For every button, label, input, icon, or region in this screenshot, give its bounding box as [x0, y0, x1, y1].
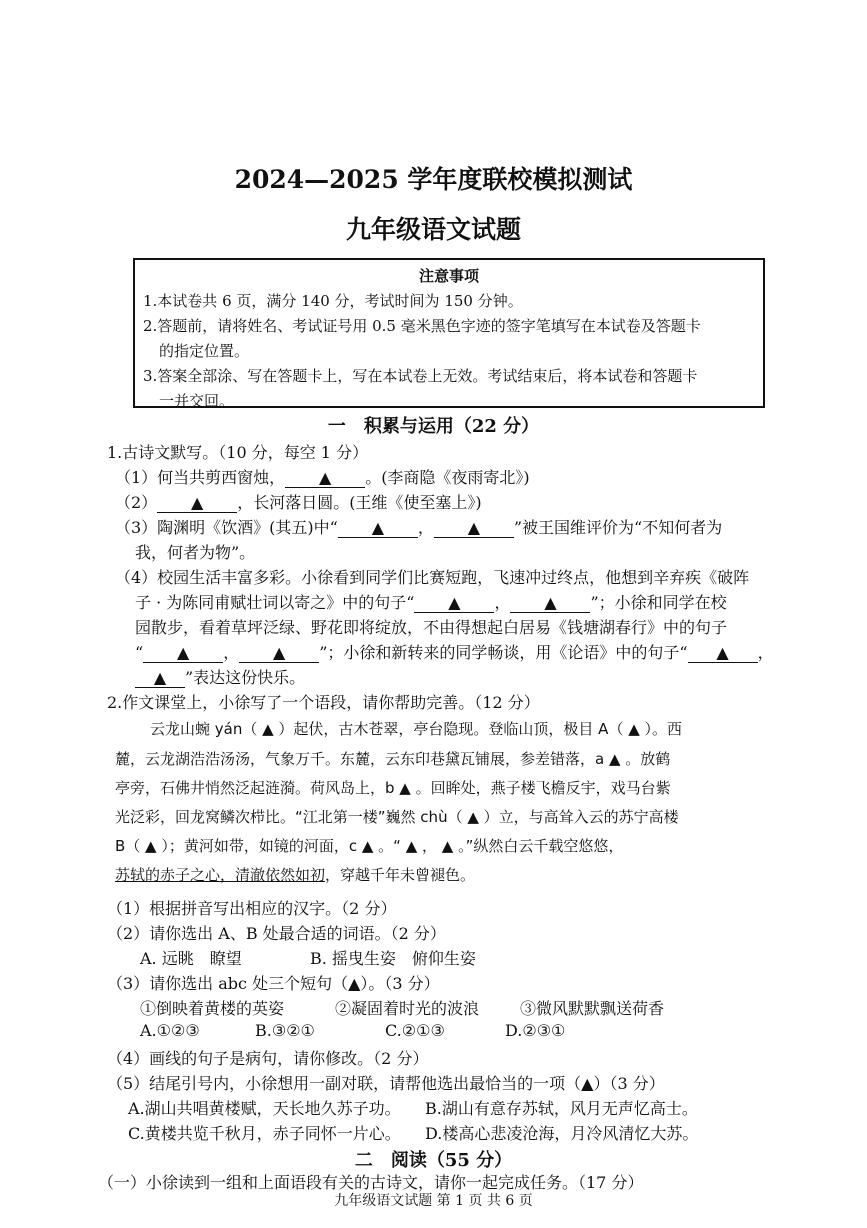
choice-option[interactable]: D.②③①: [505, 1021, 566, 1040]
answer-blank[interactable]: ▲: [510, 594, 590, 613]
choice-option[interactable]: C.黄楼共览千秋月，赤子同怀一片心。: [128, 1124, 401, 1143]
notice-item: 一并交回。: [159, 392, 235, 410]
notice-box: [133, 258, 765, 408]
subquestion: （2）请你选出 A、B 处最合适的词语。（2 分）: [107, 924, 446, 943]
subquestion: （1）根据拼音写出相应的汉字。（2 分）: [107, 899, 397, 918]
choice-option[interactable]: B. 摇曳生姿 俯仰生姿: [310, 949, 476, 968]
question-line: ▲ ”表达这份快乐。: [135, 665, 305, 688]
phrase-option: ③微风默默飘送荷香: [520, 999, 665, 1018]
notice-item: 2.答题前，请将姓名、考试证号用 0.5 毫米黑色字迹的签字笔填写在本试卷及答题卡: [143, 317, 701, 335]
choice-option[interactable]: B.③②①: [255, 1021, 315, 1040]
choice-option[interactable]: C.②①③: [385, 1021, 445, 1040]
answer-blank[interactable]: ▲: [157, 494, 237, 513]
page-footer: 九年级语文试题 第 1 页 共 6 页: [334, 1193, 533, 1209]
question-line: 子 · 为陈同甫赋壮词以寄之》中的句子“ ▲ ， ▲ ”；小徐和同学在校: [135, 593, 727, 612]
subquestion: （5）结尾引号内，小徐想用一副对联，请帮他选出最恰当的一项（▲）（3 分）: [107, 1074, 665, 1093]
phrase-option: ②凝固着时光的波浪: [335, 999, 480, 1018]
question-line: 我，何者为物”。: [135, 543, 256, 562]
question-line: （1）何当共剪西窗烛， ▲ 。(李商隐《夜雨寄北》): [115, 468, 530, 487]
question-stem: （一）小徐读到一组和上面语段有关的古诗文，请你一起完成任务。（17 分）: [98, 1173, 644, 1192]
underlined-sentence: 苏轼的赤子之心，清澈依然如初: [115, 866, 326, 884]
passage-line: 光泛彩，回龙窝鳞次栉比。“江北第一楼”巍然 chù（ ▲ ）立，与高耸入云的苏宁高楼: [115, 808, 679, 826]
question-line: “ ▲ ， ▲ ”；小徐和新转来的同学畅谈，用《论语》中的句子“ ▲ ，: [135, 643, 774, 662]
choice-option[interactable]: B.湖山有意存苏轼，风月无声忆高士。: [425, 1099, 698, 1118]
passage-line: 麓，云龙湖浩浩汤汤，气象万千。东麓，云东印巷黛瓦铺展，参差错落，a ▲ 。放鹤: [115, 750, 671, 768]
section-heading: 二 阅读（55 分）: [354, 1150, 513, 1171]
subquestion: （4）画线的句子是病句，请你修改。（2 分）: [107, 1049, 429, 1068]
answer-blank[interactable]: ▲: [143, 644, 223, 663]
exam-subtitle: 九年级语文试题: [345, 215, 521, 244]
answer-blank[interactable]: ▲: [135, 669, 185, 688]
choice-option[interactable]: D.楼高心悲凌沧海，月冷风清忆大苏。: [425, 1124, 699, 1143]
answer-blank[interactable]: ▲: [285, 469, 365, 488]
question-line: 园散步，看着草坪泛绿、野花即将绽放，不由得想起白居易《钱塘湖春行》中的句子: [135, 618, 728, 637]
question-line: （3）陶渊明《饮酒》(其五)中“ ▲ ， ▲ ”被王国维评价为“不知何者为: [115, 518, 723, 537]
passage-line: B（ ▲ ）；黄河如带，如镜的河面，c ▲ 。“ ▲ ， ▲ 。”纵然白云千载空悠悠，: [115, 837, 624, 855]
notice-item: 1.本试卷共 6 页，满分 140 分，考试时间为 150 分钟。: [143, 292, 523, 310]
subquestion: （3）请你选出 abc 处三个短句（▲）。（3 分）: [107, 974, 440, 993]
notice-item: 的指定位置。: [159, 342, 250, 360]
choice-option[interactable]: A. 远眺 瞭望: [140, 949, 242, 968]
choice-option[interactable]: A.①②③: [140, 1021, 200, 1040]
notice-title: 注意事项: [418, 267, 479, 285]
phrase-option: ①倒映着黄楼的英姿: [140, 999, 285, 1018]
exam-title: 2024—2025 学年度联校模拟测试: [234, 165, 633, 194]
answer-blank[interactable]: ▲: [414, 594, 494, 613]
question-stem: 1.古诗文默写。（10 分，每空 1 分）: [107, 443, 369, 462]
section-heading: 一 积累与运用（22 分）: [327, 416, 540, 437]
question-line: （2） ▲ ，长河落日圆。(王维《使至塞上》): [115, 493, 482, 512]
answer-blank[interactable]: ▲: [434, 519, 514, 538]
answer-blank[interactable]: ▲: [338, 519, 418, 538]
answer-blank[interactable]: ▲: [688, 644, 758, 663]
choice-option[interactable]: A.湖山共唱黄楼赋，天长地久苏子功。: [128, 1099, 401, 1118]
passage-line: 亭旁，石佛井悄然泛起涟漪。荷风岛上，b ▲ 。回眸处，燕子楼飞檐反宇，戏马台紫: [115, 779, 671, 797]
notice-item: 3.答案全部涂、写在答题卡上，写在本试卷上无效。考试结束后，将本试卷和答题卡: [143, 367, 698, 385]
passage-line: 云龙山蜿 yán（ ▲ ）起伏，古木苍翠，亭台隐现。登临山顶，极目 A（ ▲ ）。西: [150, 720, 683, 738]
question-line: （4）校园生活丰富多彩。小徐看到同学们比赛短跑，飞速冲过终点，他想到辛弃疾《破阵: [115, 568, 750, 587]
answer-blank[interactable]: ▲: [239, 644, 319, 663]
question-stem: 2.作文课堂上，小徐写了一个语段，请你帮助完善。（12 分）: [107, 693, 540, 712]
passage-line: 苏轼的赤子之心，清澈依然如初，穿越千年未曾褪色。: [115, 866, 476, 884]
